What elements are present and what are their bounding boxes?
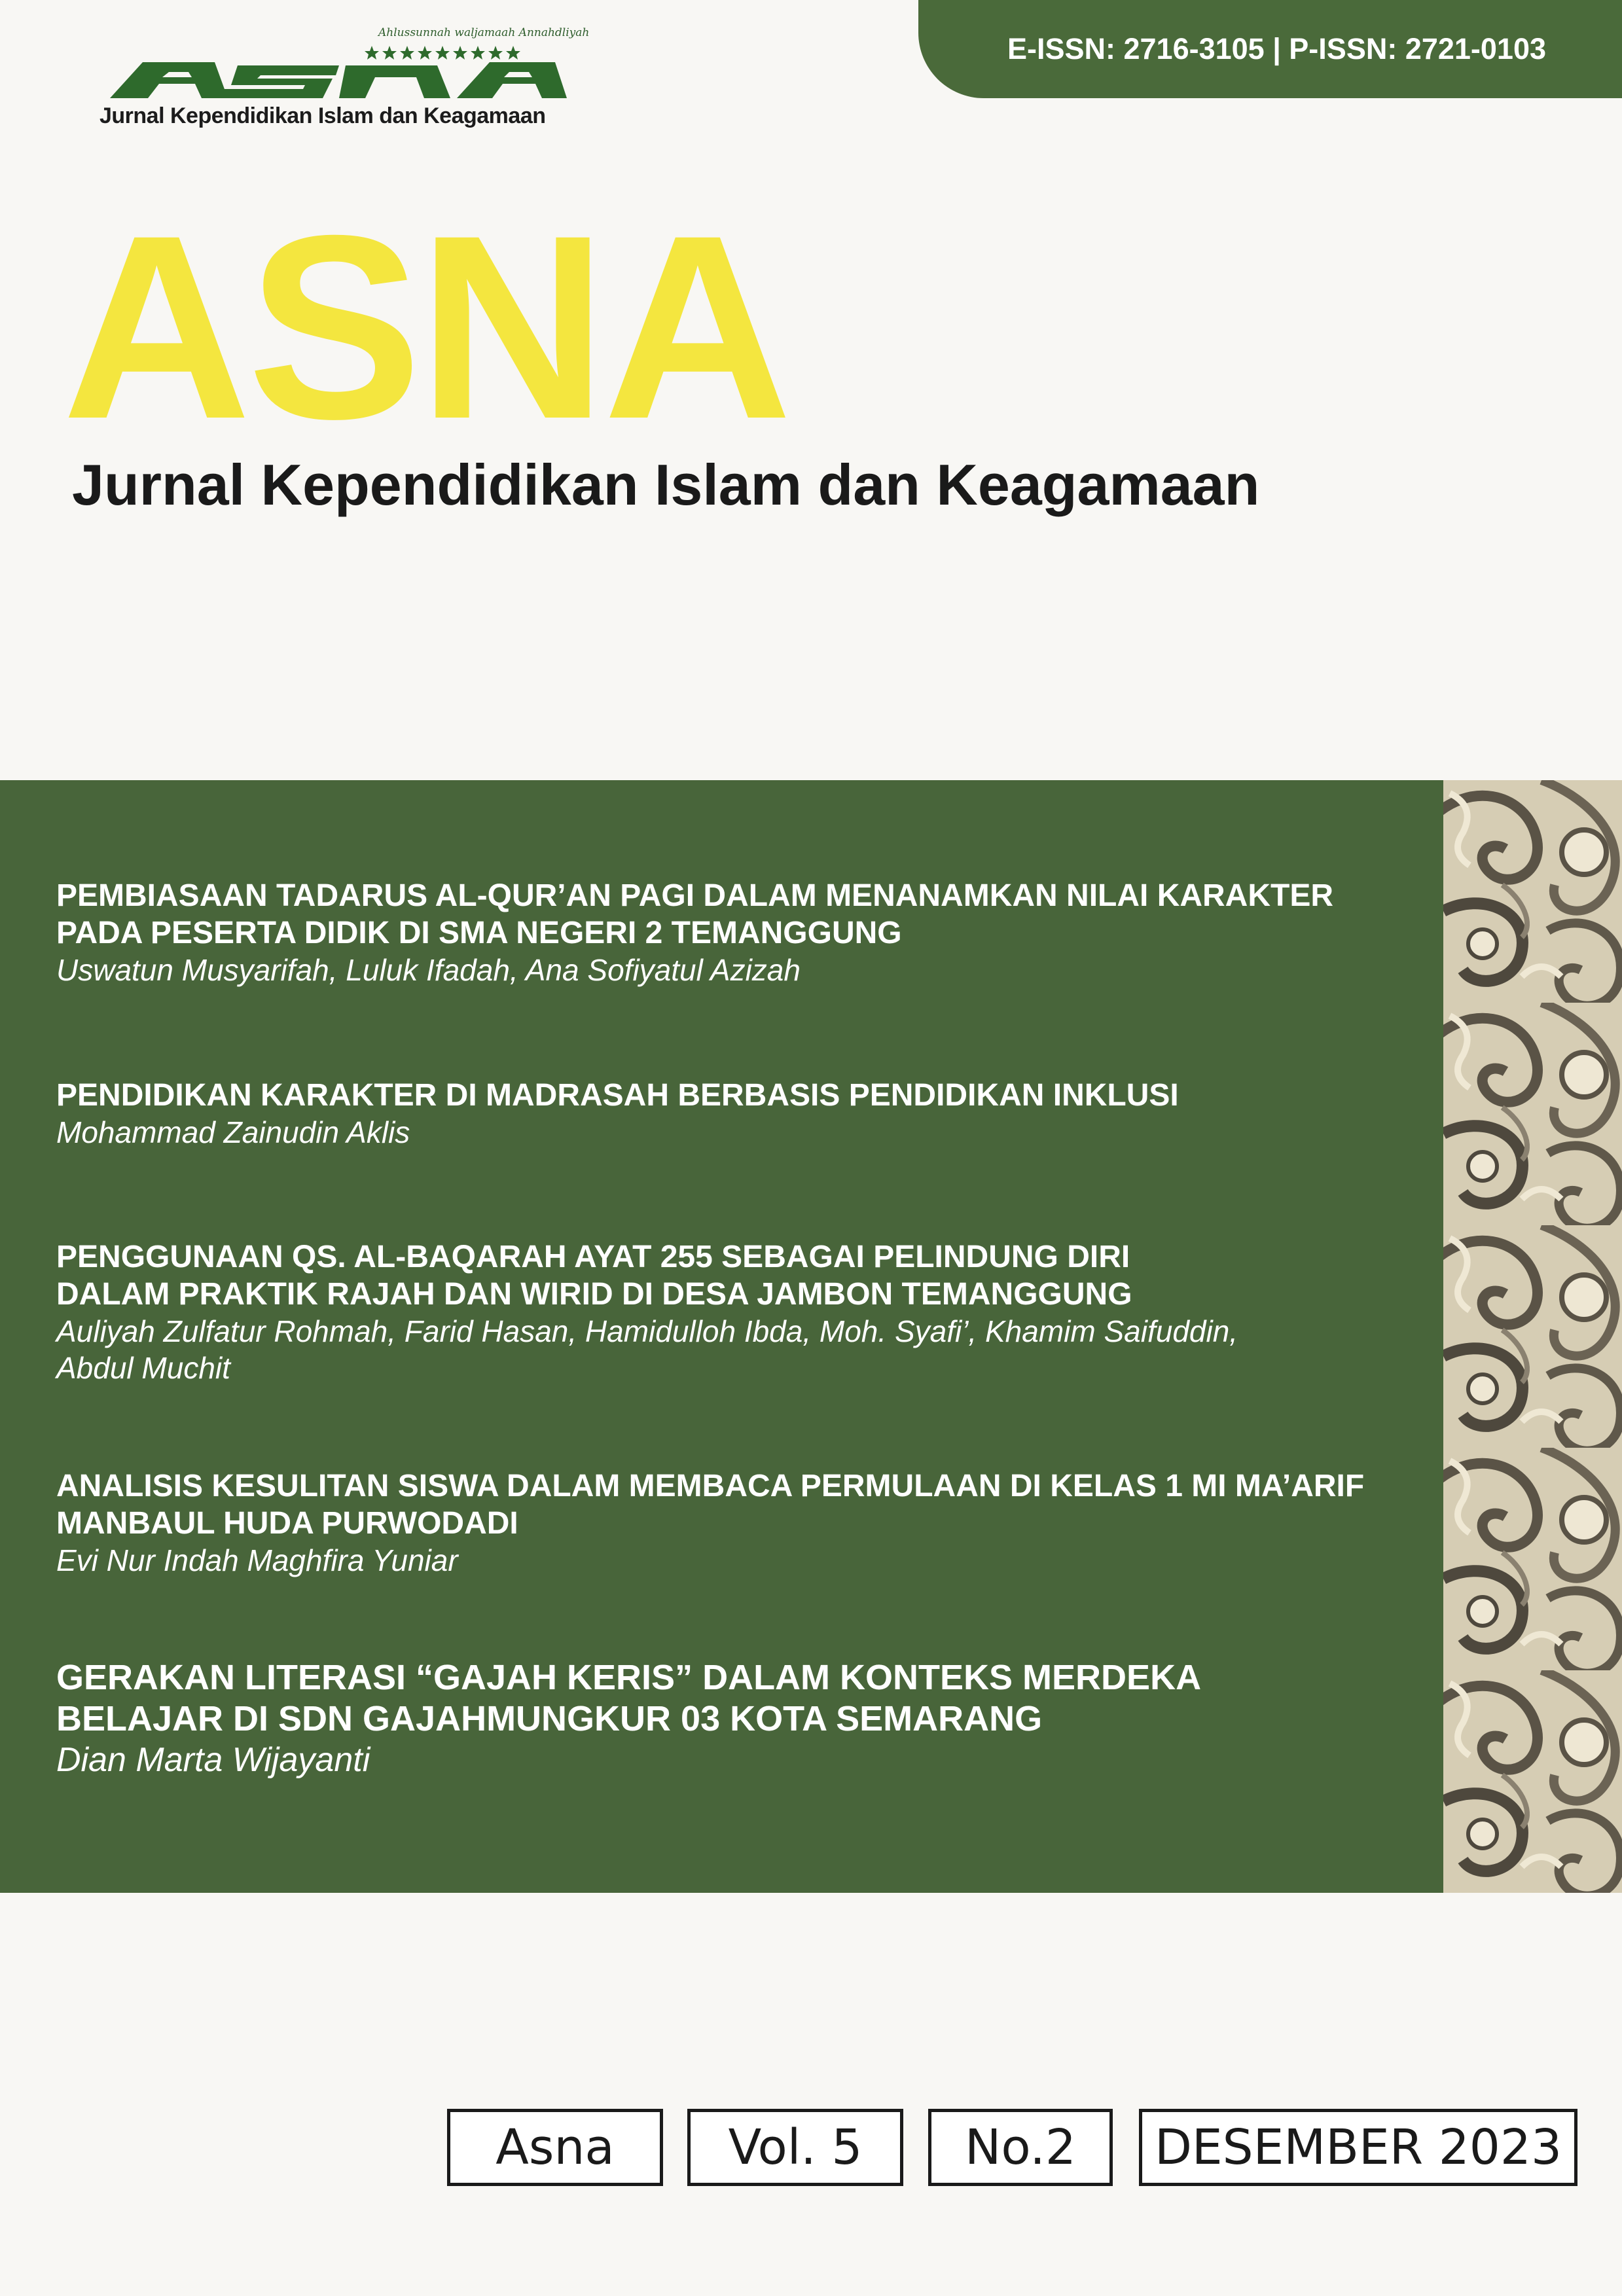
article-authors: Evi Nur Indah Maghfira Yuniar <box>56 1543 458 1577</box>
article-item <box>56 1467 1431 1579</box>
article-item <box>56 877 1431 988</box>
table-of-contents-panel <box>0 780 1443 1893</box>
issue-date-box: DESEMBER 2023 <box>1139 2109 1577 2186</box>
article-item <box>56 1238 1431 1386</box>
logo-tagline: Ahlussunnah waljamaah Annahdliyah <box>378 26 590 39</box>
journal-logo <box>97 26 590 137</box>
article-item <box>56 1077 1431 1151</box>
issn-banner: E-ISSN: 2716-3105 | P-ISSN: 2721-0103 <box>918 0 1622 98</box>
issue-number-box: No.2 <box>928 2109 1113 2186</box>
article-title: ANALISIS KESULITAN SISWA DALAM MEMBACA PERMULAAN DI KELAS 1 MI MA’ARIF MANBAUL HUDA PURWODADI <box>56 1469 1365 1541</box>
article-item <box>56 1657 1431 1780</box>
swirl-pattern-icon <box>1443 780 1622 1893</box>
article-authors: Uswatun Musyarifah, Luluk Ifadah, Ana Sofiyatul Azizah <box>56 953 801 987</box>
logo-letterforms <box>110 62 567 98</box>
article-title: PENGGUNAAN QS. AL-BAQARAH AYAT 255 SEBAGAI PELINDUNG DIRI DALAM PRAKTIK RAJAH DAN WIRID DI DESA JAMBON TEMANGGUNG <box>56 1240 1132 1312</box>
masthead-title: ASNA <box>62 181 789 473</box>
masthead-subtitle: Jurnal Kependidikan Islam dan Keagamaan <box>72 452 1260 517</box>
article-authors: Mohammad Zainudin Aklis <box>56 1115 410 1149</box>
article-title: PENDIDIKAN KARAKTER DI MADRASAH BERBASIS PENDIDIKAN INKLUSI <box>56 1078 1179 1113</box>
article-title: GERAKAN LITERASI “GAJAH KERIS” DALAM KONTEKS MERDEKA BELAJAR DI SDN GAJAHMUNGKUR 03 KOTA SEMARANG <box>56 1658 1202 1738</box>
logo-subtitle: Jurnal Kependidikan Islam dan Keagamaan <box>99 103 546 128</box>
issue-journal-box: Asna <box>447 2109 663 2186</box>
article-title: PEMBIASAAN TADARUS AL-QUR’AN PAGI DALAM MENANAMKAN NILAI KARAKTER PADA PESERTA DIDIK DI SMA NEGERI 2 TEMANGGUNG <box>56 878 1334 950</box>
article-authors: Dian Marta Wijayanti <box>56 1741 370 1779</box>
issue-volume-box: Vol. 5 <box>687 2109 903 2186</box>
logo-stars <box>365 46 520 60</box>
decorative-pattern <box>1443 780 1622 1893</box>
article-authors: Auliyah Zulfatur Rohmah, Farid Hasan, Hamidulloh Ibda, Moh. Syafi’, Khamim Saifuddin, Abdul Muchit <box>56 1314 1238 1385</box>
